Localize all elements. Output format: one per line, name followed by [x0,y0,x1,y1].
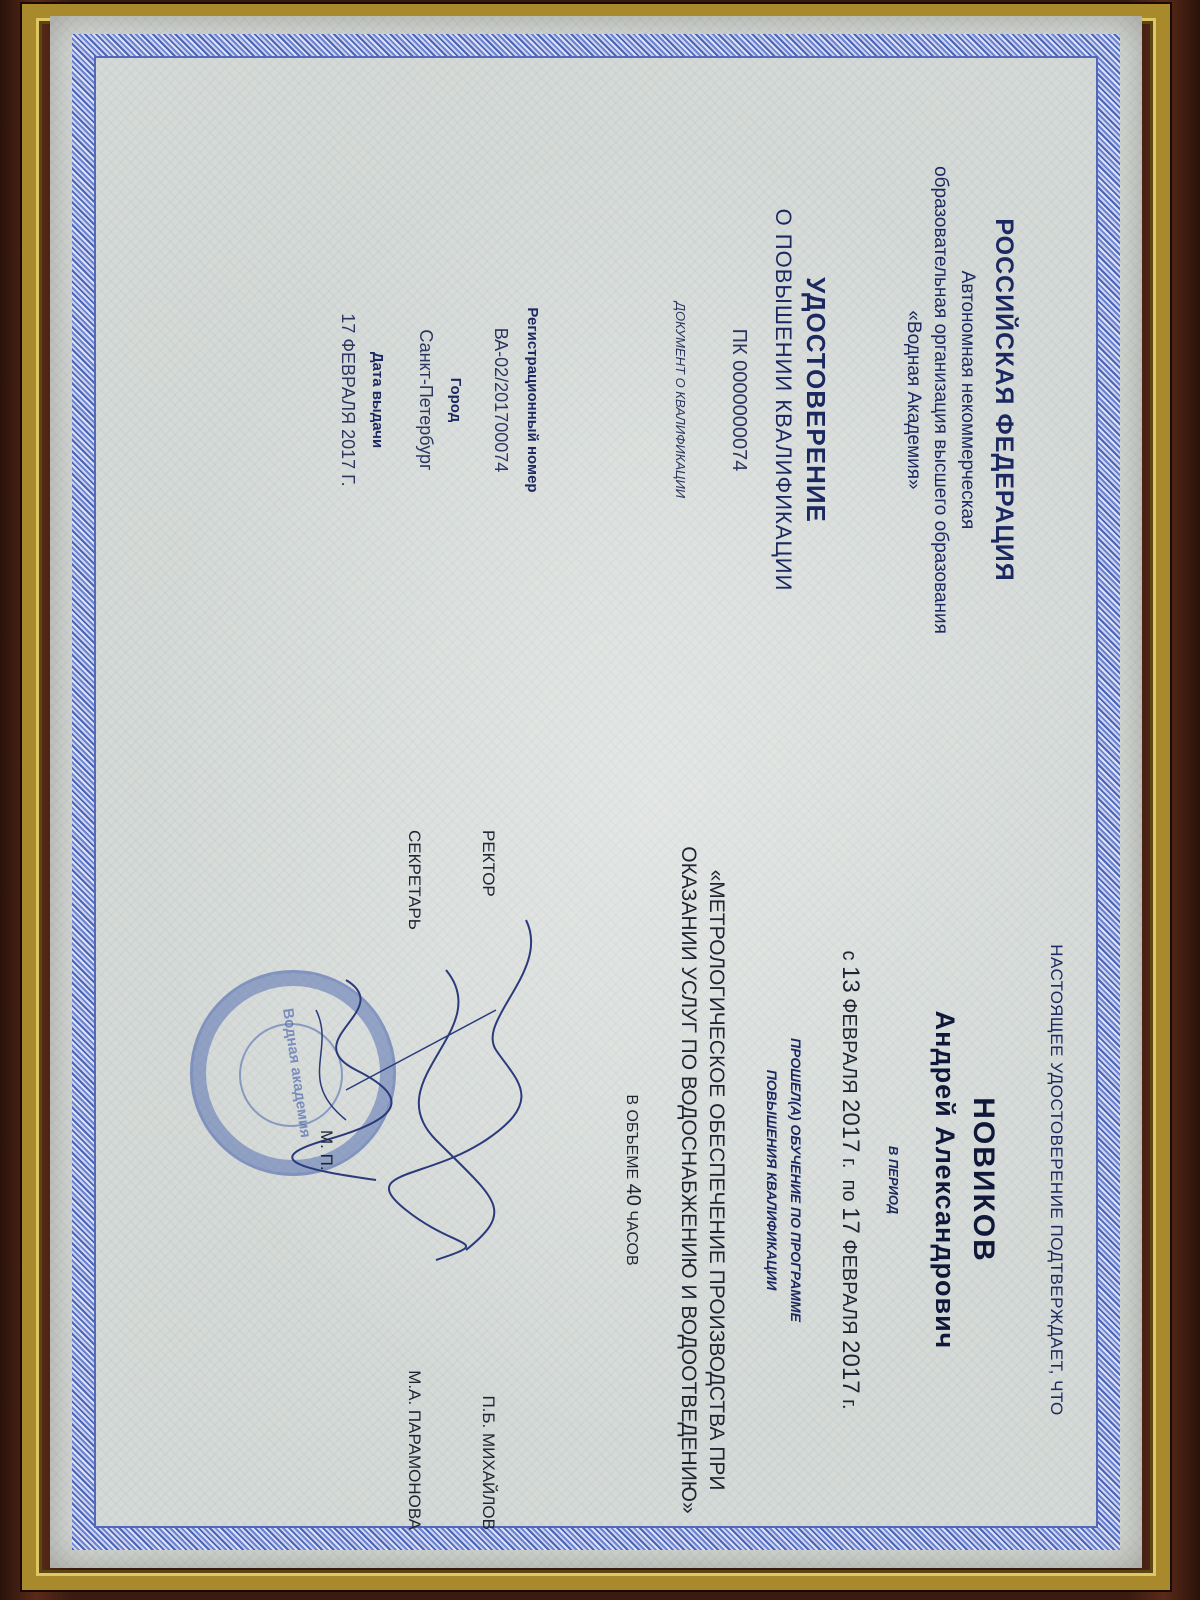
stamp-text: Водная академия [278,1007,315,1139]
registration-label: Регистрационный номер [524,307,541,493]
period-to-day: 17 [837,1207,864,1234]
volume-line [621,830,644,1530]
period-from-day: 13 [837,966,864,993]
rector-name: П.Б. МИХАЙЛОВ [479,1395,498,1530]
city-label: Город [447,377,464,423]
left-half [96,50,1096,750]
issue-date-label: Дата выдачи [369,351,386,449]
period-to-year: 2017 [837,1340,864,1394]
program-name-line-1: «МЕТРОЛОГИЧЕСКОЕ ОБЕСПЕЧЕНИЕ ПРОИЗВОДСТВА ПРИ [705,869,728,1491]
volume-suffix: ЧАСОВ [623,1210,640,1266]
org-line-3: «Водная Академия» [903,310,924,490]
city-value: Санкт-Петербург [416,329,436,471]
document-kind: ДОКУМЕНТ О КВАЛИФИКАЦИИ [673,301,688,499]
registration-value: ВА-02/201700074 [491,327,511,473]
confirmation-text: НАСТОЯЩЕЕ УДОСТОВЕРЕНИЕ ПОДТВЕРЖДАЕТ, ЧТО [1047,944,1066,1416]
period-from-year-suffix: г. [838,1158,860,1169]
secretary-label: СЕКРЕТАРЬ [405,830,424,930]
period-to-prefix: по [838,1179,860,1202]
holder-surname: НОВИКОВ [967,1097,1000,1263]
seal-place: М. П. [317,1130,336,1171]
period-label: В ПЕРИОД [886,1145,901,1215]
country-name: РОССИЙСКАЯ ФЕДЕРАЦИЯ [990,218,1018,582]
secretary-signature [276,970,416,1190]
org-line-1: Автономная некоммерческая [957,270,978,530]
period-to-month: ФЕВРАЛЯ [838,1239,860,1335]
program-label-line-2: ПОВЫШЕНИЯ КВАЛИФИКАЦИИ [764,1069,780,1291]
period-to-year-suffix: г. [838,1399,860,1410]
volume-prefix: В ОБЪЕМЕ [623,1094,640,1180]
volume-hours: 40 [622,1183,644,1206]
issue-date-value: 17 ФЕВРАЛЯ 2017 Г. [338,313,358,487]
period-line [836,830,864,1530]
holder-given-names: Андрей Александрович [930,1010,960,1350]
right-half [96,830,1096,1530]
org-line-2: образовательная организация высшего образования [930,166,951,634]
secretary-name: М.А. ПАРАМОНОВА [405,1370,424,1530]
period-from-year: 2017 [837,1099,864,1153]
program-name-line-2: ОКАЗАНИИ УСЛУГ ПО ВОДОСНАБЖЕНИЮ И ВОДООТВЕДЕНИЮ» [677,846,700,1514]
document-title: УДОСТОВЕРЕНИЕ [801,277,831,523]
document-subtitle: О ПОВЫШЕНИИ КВАЛИФИКАЦИИ [771,208,796,592]
document-number: ПК 0000000074 [728,328,750,472]
rector-label: РЕКТОР [479,830,498,897]
period-from-prefix: с [838,950,860,961]
period-from-month: ФЕВРАЛЯ [838,998,860,1094]
certificate-content [96,50,1096,1550]
program-label-line-1: ПРОШЕЛ(А) ОБУЧЕНИЕ ПО ПРОГРАММЕ [788,1037,804,1322]
